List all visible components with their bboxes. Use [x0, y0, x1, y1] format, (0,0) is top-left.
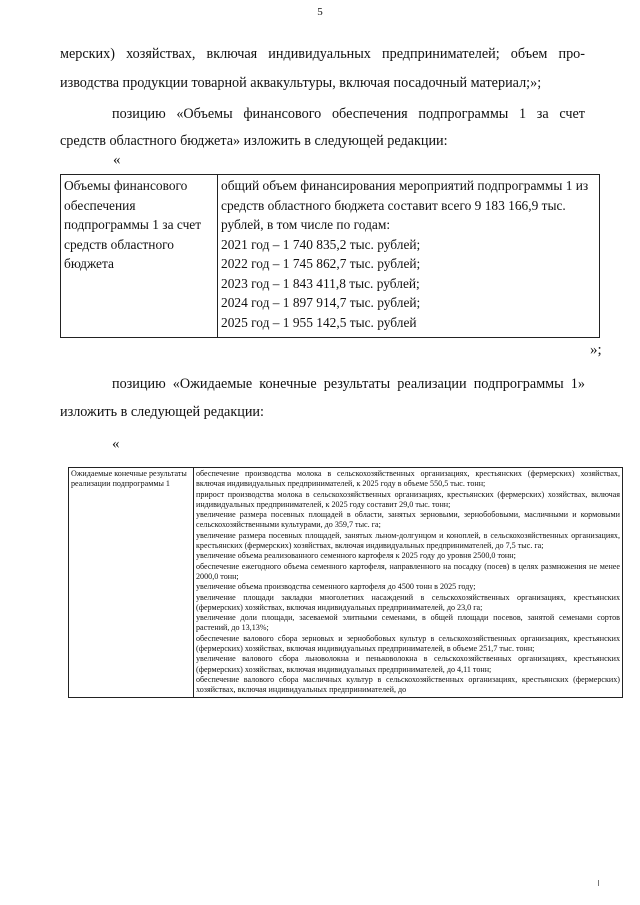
financing-year-2025: 2025 год – 1 955 142,5 тыс. рублей: [221, 314, 417, 330]
paragraph-financing-line-1: позицию «Объемы финансового обеспечения подпрограммы 1 за счет: [112, 106, 585, 122]
result-item-7: увеличение объема производства семенного картофеля до 4500 тонн в 2025 году;: [196, 582, 476, 592]
result-item-6: обеспечение ежегодного объема семенного картофеля, направленного на посадку (посев) в целях размножения не менее 2000,0 тонн;: [196, 561, 620, 581]
financing-label-cell: Объемы финансового обеспечения подпрограммы 1 за счет средств областного бюджета: [61, 175, 218, 338]
open-quote-1: «: [113, 152, 121, 168]
close-quote-1: »;: [590, 342, 602, 358]
paragraph-continuation-line-2: изводства продукции товарной аквакультуры, включая посадочный материал;»;: [60, 75, 542, 91]
result-item-12: обеспечение валового сбора масличных культур в сельскохозяйственных организациях, крестьянских (фермерских) хозяйствах, включая индивидуальных предпринимателей, до: [196, 674, 620, 695]
paragraph-results-line-1: позицию «Ожидаемые конечные результаты реализации подпрограммы 1»: [112, 376, 585, 392]
result-item-2: прирост производства молока в сельскохозяйственных организациях, крестьянских (фермерских) хозяйствах, включая индивидуальных предпринимателей, к 2025 году составит 29,0 тыс. тонн;: [196, 489, 620, 509]
open-quote-2: «: [112, 436, 120, 452]
result-item-10: обеспечение валового сбора зерновых и зернобобовых культур в сельскохозяйственных организациях, крестьянских (фермерских) хозяйствах, включая индивидуальных предпринимателей, в объеме 251,7 тыс. тонн;: [196, 633, 620, 654]
page-number: 5: [317, 6, 323, 18]
result-item-1: обеспечение производства молока в сельскохозяйственных организациях, крестьянских (фермерских) хозяйствах, включая индивидуальных предпринимателей, к 2025 году в объеме 550,5 тыс. тонн;: [196, 469, 620, 489]
paragraph-results-line-2: изложить в следующей редакции:: [60, 404, 264, 420]
table-row: [69, 468, 623, 698]
result-item-11: увеличение валового сбора льноволокна и пеньковолокна в сельскохозяйственных организациях, крестьянских (фермерских) хозяйствах, включая индивидуальных предпринимателей, до 4,11 тонн;: [196, 654, 620, 674]
paragraph-financing-line-2: средств областного бюджета» изложить в следующей редакции:: [60, 133, 448, 149]
result-item-8: увеличение площади закладки многолетних насаждений в сельскохозяйственных организациях, крестьянских (фермерских) хозяйствах, включая индивидуальных предпринимателей, до 23,0 га;: [196, 592, 620, 612]
financing-table: [60, 174, 600, 338]
financing-year-2022: 2022 год – 1 745 862,7 тыс. рублей;: [221, 256, 421, 271]
result-item-5: увеличение объема реализованного семенного картофеля к 2025 году до уровня 2500,0 тонн;: [196, 551, 516, 561]
financing-total-text: общий объем финансирования мероприятий подпрограммы 1 из средств областного бюджета составит всего 9 183 166,9 тыс. рублей, в том числе по годам:: [221, 178, 589, 232]
table-row: [61, 175, 600, 338]
results-label-cell: Ожидаемые конечные результаты реализации подпрограммы 1: [69, 468, 194, 698]
result-item-9: увеличение доли площади, засеваемой элитными семенами, в общей площади посевов, занятой семенами сортов растений, до 13,13%;: [196, 613, 620, 633]
financing-value-cell: [218, 175, 600, 338]
result-item-3: увеличение размера посевных площадей в области, занятых зерновыми, зернобобовыми, масличными и кормовыми сельскохозяйственными культурами, до 359,7 тыс. га;: [196, 510, 620, 530]
financing-year-2021: 2021 год – 1 740 835,2 тыс. рублей;: [221, 236, 421, 252]
paragraph-continuation-line-1: мерских) хозяйствах, включая индивидуальных предпринимателей; объем про-: [60, 46, 585, 62]
result-item-4: увеличение размера посевных площадей, занятых льном-долгунцом и коноплей, в сельскохозяйственных организациях, крестьянских (фермерских) хозяйствах, включая индивидуальных предпринимателей, до 7,5 тыс. га;: [196, 530, 620, 551]
results-value-cell: [194, 468, 623, 698]
results-table: [68, 467, 623, 698]
financing-year-2023: 2023 год – 1 843 411,8 тыс. рублей;: [221, 275, 420, 291]
financing-year-2024: 2024 год – 1 897 914,7 тыс. рублей;: [221, 295, 421, 310]
page-edge-mark: [598, 880, 599, 886]
